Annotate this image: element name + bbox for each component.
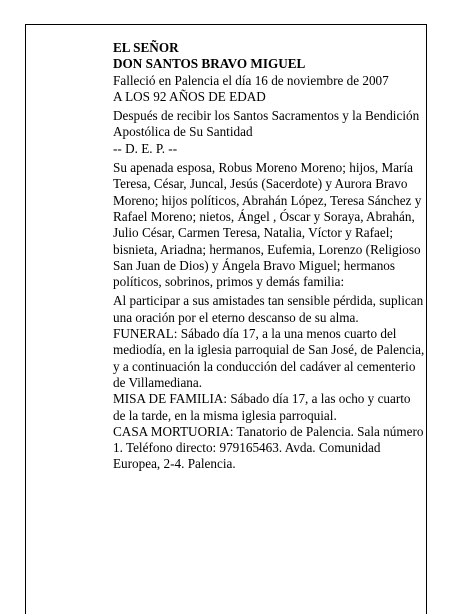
funeral-home-paragraph: CASA MORTUORIA: Tanatorio de Palencia. Sala número 1. Teléfono directo: 979165463. Avda. Comunidad Europea, 2-4. Palencia. xyxy=(113,423,424,472)
family-mass-paragraph: MISA DE FAMILIA: Sábado día 17, a las ocho y cuarto de la tarde, en la misma iglesia parroquial. xyxy=(113,391,411,423)
family-paragraph: Su apenada esposa, Robus Moreno Moreno; hijos, María Teresa, César, Juncal, Jesús (Sacerdote) y Aurora Bravo Moreno; hijos políticos, Abrahán López, Teresa Sánchez y Rafael Moreno; nietos, Ángel , Óscar y Soraya, Abrahán, Julio César, Carmen Teresa, Natalia, Víctor y Rafael; bisnieta, Ariadna; hermanos, Eufemia, Lorenzo (Religioso San Juan de Dios) y Ángela Bravo Miguel; hermanos políticos, sobrinos, primos y demás familia: xyxy=(113,160,422,290)
heading-title: EL SEÑOR xyxy=(113,40,179,55)
death-date-line: Falleció en Palencia el día 16 de noviembre de 2007 xyxy=(113,72,389,88)
prayer-paragraph: Al participar a sus amistades tan sensible pérdida, suplican una oración por el eterno descanso de su alma. xyxy=(113,293,424,325)
sacraments-line: Después de recibir los Santos Sacramentos y la Bendición Apostólica de Su Santidad xyxy=(113,108,420,140)
funeral-paragraph: FUNERAL: Sábado día 17, a la una menos cuarto del mediodía, en la iglesia parroquial de San José, de Palencia, y a continuación la conducción del cadáver al cementerio de Villamediana. xyxy=(113,326,425,390)
obituary-text xyxy=(113,40,425,473)
age-line: A LOS 92 AÑOS DE EDAD xyxy=(113,88,266,104)
deceased-name: DON SANTOS BRAVO MIGUEL xyxy=(113,56,306,72)
dep-line: -- D. E. P. -- xyxy=(113,140,178,156)
